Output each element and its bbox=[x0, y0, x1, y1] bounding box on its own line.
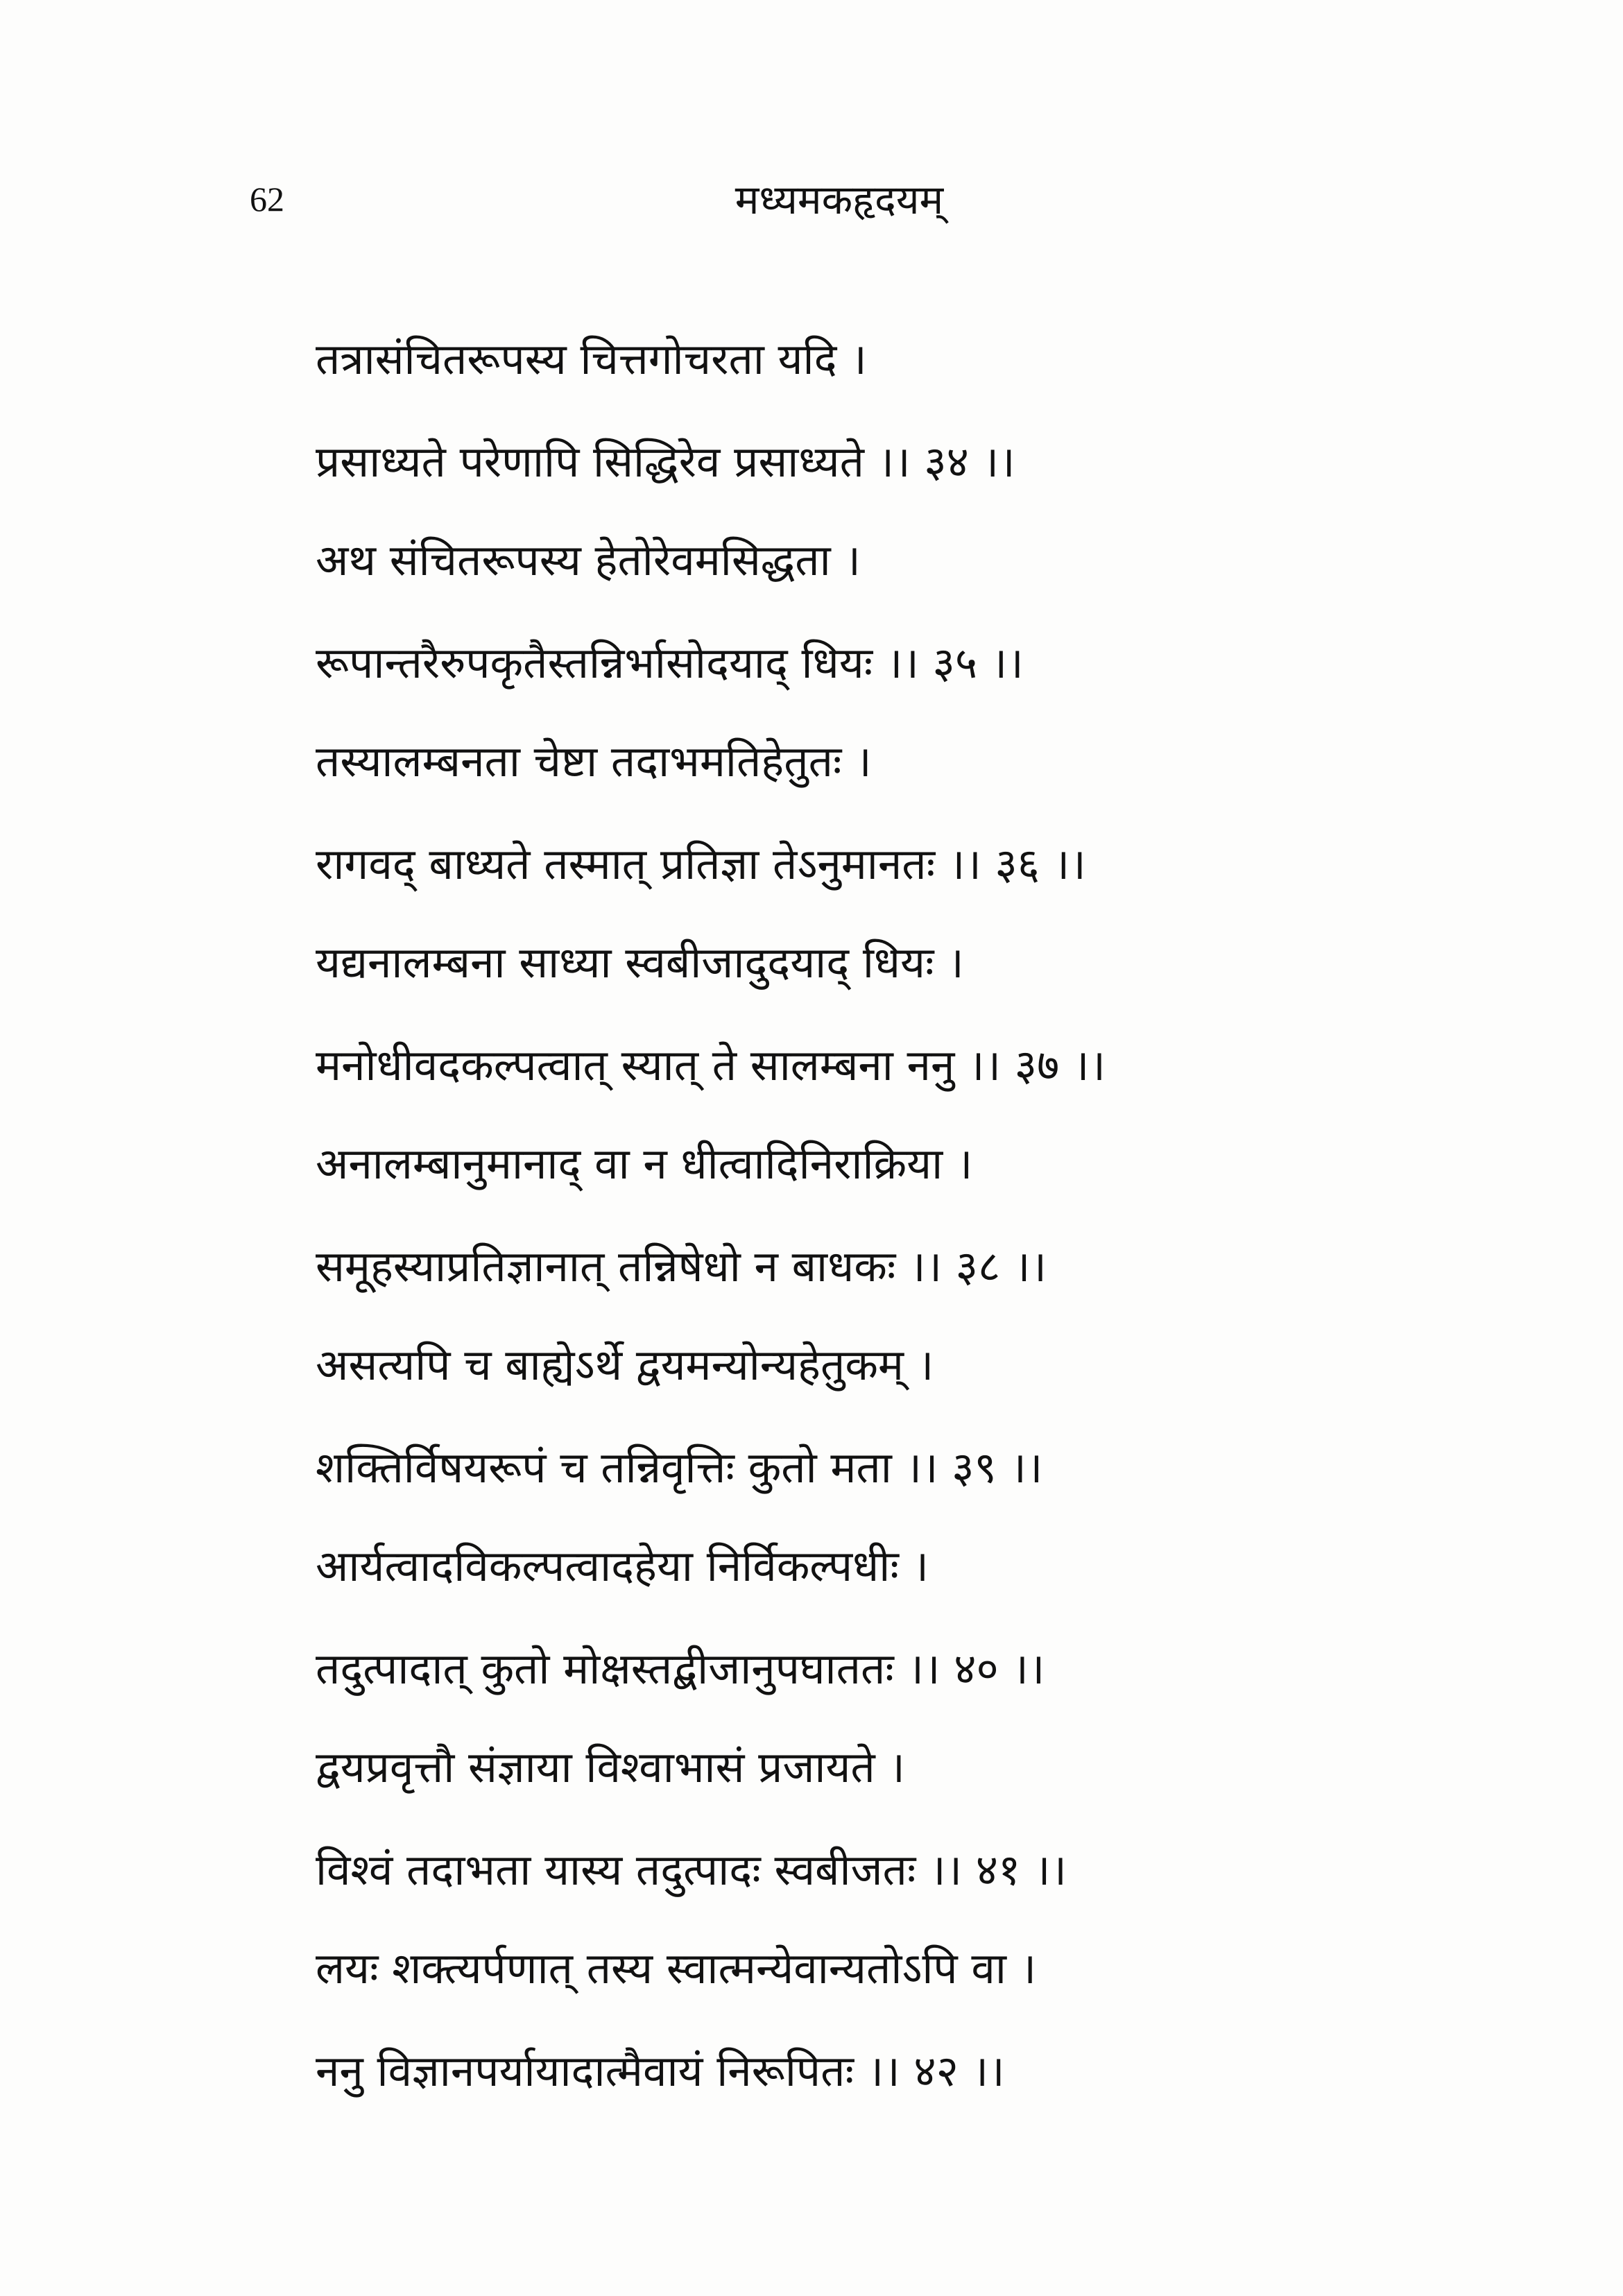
verse-42 bbox=[316, 1935, 1356, 2105]
verse-40 bbox=[316, 1533, 1356, 1702]
verse-38 bbox=[316, 1131, 1356, 1300]
verse-line-first: तस्यालम्बनता चेष्टा तदाभमतिहेतुतः । bbox=[316, 736, 872, 787]
verse-39 bbox=[316, 1332, 1356, 1501]
verse-line-second: विश्वं तदाभता यास्य तदुत्पादः स्वबीजतः ।। ४१ ।। bbox=[316, 1844, 1067, 1895]
verse-36 bbox=[316, 728, 1356, 898]
verse-line-first: आर्यत्वादविकल्पत्वादहेया निर्विकल्पधीः । bbox=[316, 1541, 929, 1591]
verse-line-second: मनोधीवदकल्पत्वात् स्यात् ते सालम्बना ननु ।। ३७ ।। bbox=[316, 1040, 1106, 1090]
verse-35 bbox=[316, 527, 1356, 696]
running-title: मध्यमकहृदयम् bbox=[735, 176, 944, 223]
verse-line-first: अनालम्बानुमानाद् वा न धीत्वादिनिराक्रिया । bbox=[316, 1138, 973, 1189]
verse-line-first: असत्यपि च बाह्येऽर्थे द्वयमन्योन्यहेतुकम् । bbox=[316, 1339, 934, 1390]
verse-line-second: तदुत्पादात् कुतो मोक्षस्तद्बीजानुपघाततः ।। ४० ।। bbox=[316, 1643, 1045, 1694]
verse-line-first: लयः शक्त्यर्पणात् तस्य स्वात्मन्येवान्यतोऽपि वा । bbox=[316, 1943, 1037, 1994]
verse-41 bbox=[316, 1734, 1356, 1903]
verse-list bbox=[316, 326, 1356, 2136]
verse-line-first: द्वयप्रवृत्तौ संज्ञाया विश्वाभासं प्रजायते । bbox=[316, 1742, 905, 1792]
verse-line-second: रूपान्तरैरुपकृतैस्तन्निर्भासोदयाद् धियः ।। ३५ ।। bbox=[316, 637, 1024, 688]
verse-line-second: प्रसाध्यते परेणापि सिद्धिरेव प्रसाध्यते ।। ३४ ।। bbox=[316, 436, 1015, 487]
page-number: 62 bbox=[250, 180, 284, 219]
verse-line-second: शक्तिर्विषयरूपं च तन्निवृत्तिः कुतो मता ।। ३९ ।। bbox=[316, 1442, 1043, 1493]
verse-37 bbox=[316, 929, 1356, 1099]
verse-line-second: समूहस्याप्रतिज्ञानात् तन्निषेधो न बाधकः ।। ३८ ।। bbox=[316, 1241, 1047, 1292]
verse-line-second: रागवद् बाध्यते तस्मात् प्रतिज्ञा तेऽनुमानतः ।। ३६ ।। bbox=[316, 839, 1086, 889]
verse-line-first: अथ संचितरूपस्य हेतोरेवमसिद्धता । bbox=[316, 535, 861, 585]
verse-line-first: तत्रासंचितरूपस्य चित्तगोचरता यदि । bbox=[316, 334, 867, 384]
verse-line-first: यद्यनालम्बना साध्या स्वबीजादुदयाद् धियः । bbox=[316, 937, 964, 988]
verse-line-second: ननु विज्ञानपर्यायादात्मैवायं निरूपितः ।। ४२ ।। bbox=[316, 2046, 1005, 2096]
verse-34 bbox=[316, 326, 1356, 495]
